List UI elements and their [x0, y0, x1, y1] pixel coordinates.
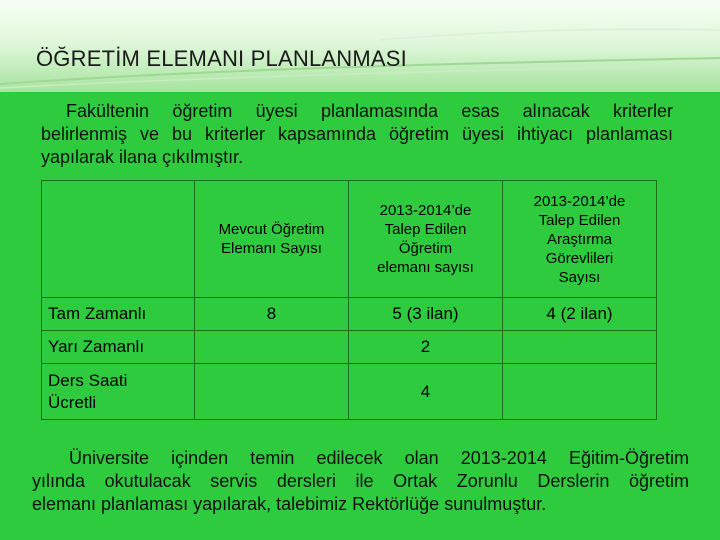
- cell-ders-mevcut: [195, 364, 349, 420]
- intro-paragraph: [41, 100, 673, 169]
- table-row: [42, 298, 657, 331]
- row-label-ders: [42, 364, 195, 420]
- cell-yari-mevcut: [195, 331, 349, 364]
- header-mevcut-l1: Mevcut Öğretim: [218, 221, 325, 238]
- row-label-ders-l2: Ücretli: [48, 392, 97, 412]
- closing-line-3: elemanı planlaması yapılarak, talebimiz Rektörlüğe sunulmuştur.: [32, 494, 547, 514]
- intro-line-2: belirlenmiş ve bu kriterler kapsamında öğretim üyesi ihtiyacı planlaması: [41, 124, 673, 144]
- header-mevcut: [195, 181, 349, 298]
- row-label-tam: Tam Zamanlı: [42, 298, 195, 331]
- row-label-yari: Yarı Zamanlı: [42, 331, 195, 364]
- row-label-ders-l1: Ders Saati: [48, 370, 128, 390]
- header-arastirma-l3: Araştırma: [546, 230, 612, 248]
- table-header-row: [42, 181, 657, 298]
- table-row: [42, 364, 657, 420]
- header-empty-cell: [42, 181, 195, 298]
- cell-tam-talep: 5 (3 ilan): [349, 298, 503, 331]
- header-talep-l1: 2013-2014’de: [379, 202, 472, 219]
- cell-yari-arastirma: [503, 331, 657, 364]
- header-talep-l4: elemanı sayısı: [377, 259, 474, 276]
- intro-line-3: yapılarak ilana çıkılmıştır.: [41, 147, 244, 167]
- closing-line-2: yılında okutulacak servis dersleri ile Ortak Zorunlu Derslerin öğretim: [32, 471, 689, 491]
- header-arastirma-l5: Sayısı: [558, 268, 601, 286]
- intro-line-1: Fakültenin öğretim üyesi planlamasında esas alınacak kriterler: [66, 101, 673, 121]
- header-arastirma-l1: 2013-2014’de: [533, 192, 626, 210]
- header-arastirma-l2: Talep Edilen: [538, 211, 621, 229]
- closing-line-1: Üniversite içinden temin edilecek olan 2013-2014 Eğitim-Öğretim: [69, 448, 689, 468]
- header-talep-l2: Talep Edilen: [384, 221, 467, 238]
- cell-tam-arastirma: 4 (2 ilan): [503, 298, 657, 331]
- cell-ders-arastirma: [503, 364, 657, 420]
- table-row: [42, 331, 657, 364]
- cell-ders-talep: 4: [349, 364, 503, 420]
- header-talep-arastirma: [503, 181, 657, 298]
- page-title: ÖĞRETİM ELEMANI PLANLANMASI: [36, 46, 407, 71]
- cell-yari-talep: 2: [349, 331, 503, 364]
- header-mevcut-l2: Elemanı Sayısı: [221, 240, 322, 257]
- staff-planning-table: [41, 180, 657, 420]
- closing-paragraph: [32, 447, 689, 516]
- cell-tam-mevcut: 8: [195, 298, 349, 331]
- header-talep-l3: Öğretim: [398, 240, 453, 257]
- header-talep-ogretim: [349, 181, 503, 298]
- header-arastirma-l4: Görevlileri: [545, 249, 614, 267]
